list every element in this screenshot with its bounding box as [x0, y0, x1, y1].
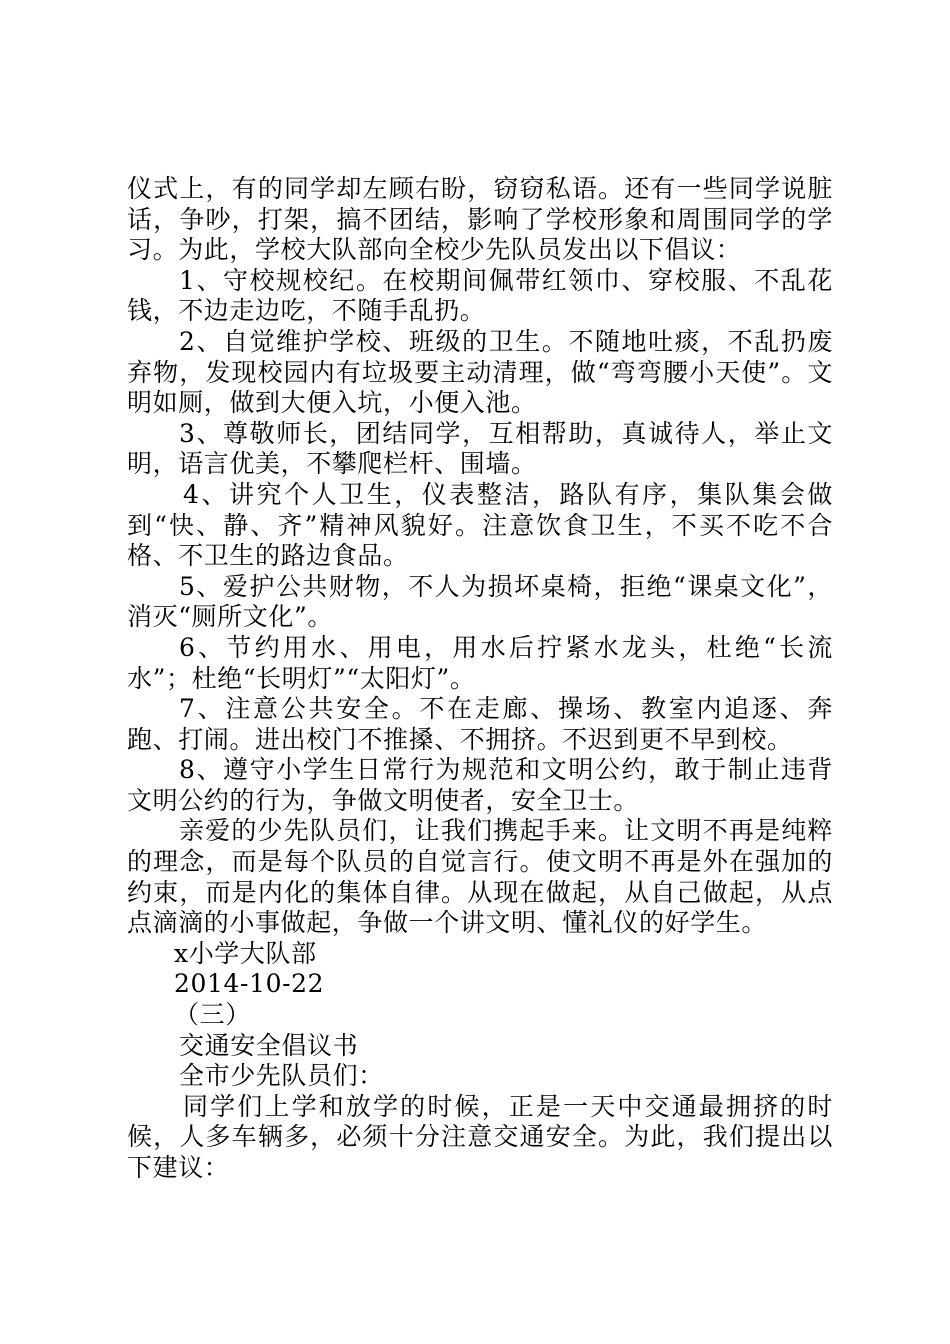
document-body: [127, 174, 833, 1184]
initiative-item-8: 8、遵守小学生日常行为规范和文明公约，敢于制止违背文明公约的行为，争做文明使者，安全卫士。: [127, 755, 833, 815]
initiative-item-4: 4、讲究个人卫生，仪表整洁，路队有序，集队集会做到“快、静、齐”精神风貌好。注意饮食卫生，不买不吃不合格、不卫生的路边食品。: [127, 479, 833, 571]
initiative-item-6: 6、节约用水、用电，用水后拧紧水龙头，杜绝“长流水”；杜绝“长明灯”“太阳灯”。: [127, 632, 833, 693]
traffic-paragraph: 同学们上学和放学的时候，正是一天中交通最拥挤的时候，人多车辆多，必须十分注意交通安全。为此，我们提出以下建议：: [127, 1091, 833, 1182]
initiative-item-7: 7、注意公共安全。不在走廊、操场、教室内追逐、奔跑、打闹。进出校门不推搡、不拥挤。不迟到更不早到校。: [127, 694, 833, 754]
salutation-line: 全市少先队员们：: [179, 1061, 384, 1091]
signature-line: x小学大队部: [174, 938, 317, 968]
initiative-item-3: 3、尊敬师长，团结同学，互相帮助，真诚待人，举止文明，语言优美，不攀爬栏杆、围墙。: [127, 418, 833, 479]
section-title: 交通安全倡议书: [179, 1030, 359, 1060]
initiative-item-5: 5、爱护公共财物，不人为损坏桌椅，拒绝“课桌文化”，消灭“厕所文化”。: [127, 571, 833, 632]
date-line: 2014-10-22: [174, 969, 325, 999]
intro-paragraph: 仪式上，有的同学却左顾右盼，窃窃私语。还有一些同学说脏话，争吵，打架，搞不团结，影响了学校形象和周围同学的学习。为此，学校大队部向全校少先队员发出以下倡议：: [127, 174, 833, 265]
section-marker: （三）: [174, 1000, 251, 1030]
initiative-item-2: 2、自觉维护学校、班级的卫生。不随地吐痰，不乱扔废弃物，发现校园内有垃圾要主动清理，做“弯弯腰小天使”。文明如厕，做到大便入坑，小便入池。: [127, 326, 833, 418]
initiative-item-1: 1、守校规校纪。在校期间佩带红领巾、穿校服、不乱花钱，不边走边吃，不随手乱扔。: [127, 265, 833, 326]
closing-paragraph: 亲爱的少先队员们，让我们携起手来。让文明不再是纯粹的理念，而是每个队员的自觉言行。使文明不再是外在强加的约束，而是内化的集体自律。从现在做起，从自己做起，从点点滴滴的小事做起，争做一个讲文明、懂礼仪的好学生。: [127, 816, 833, 938]
